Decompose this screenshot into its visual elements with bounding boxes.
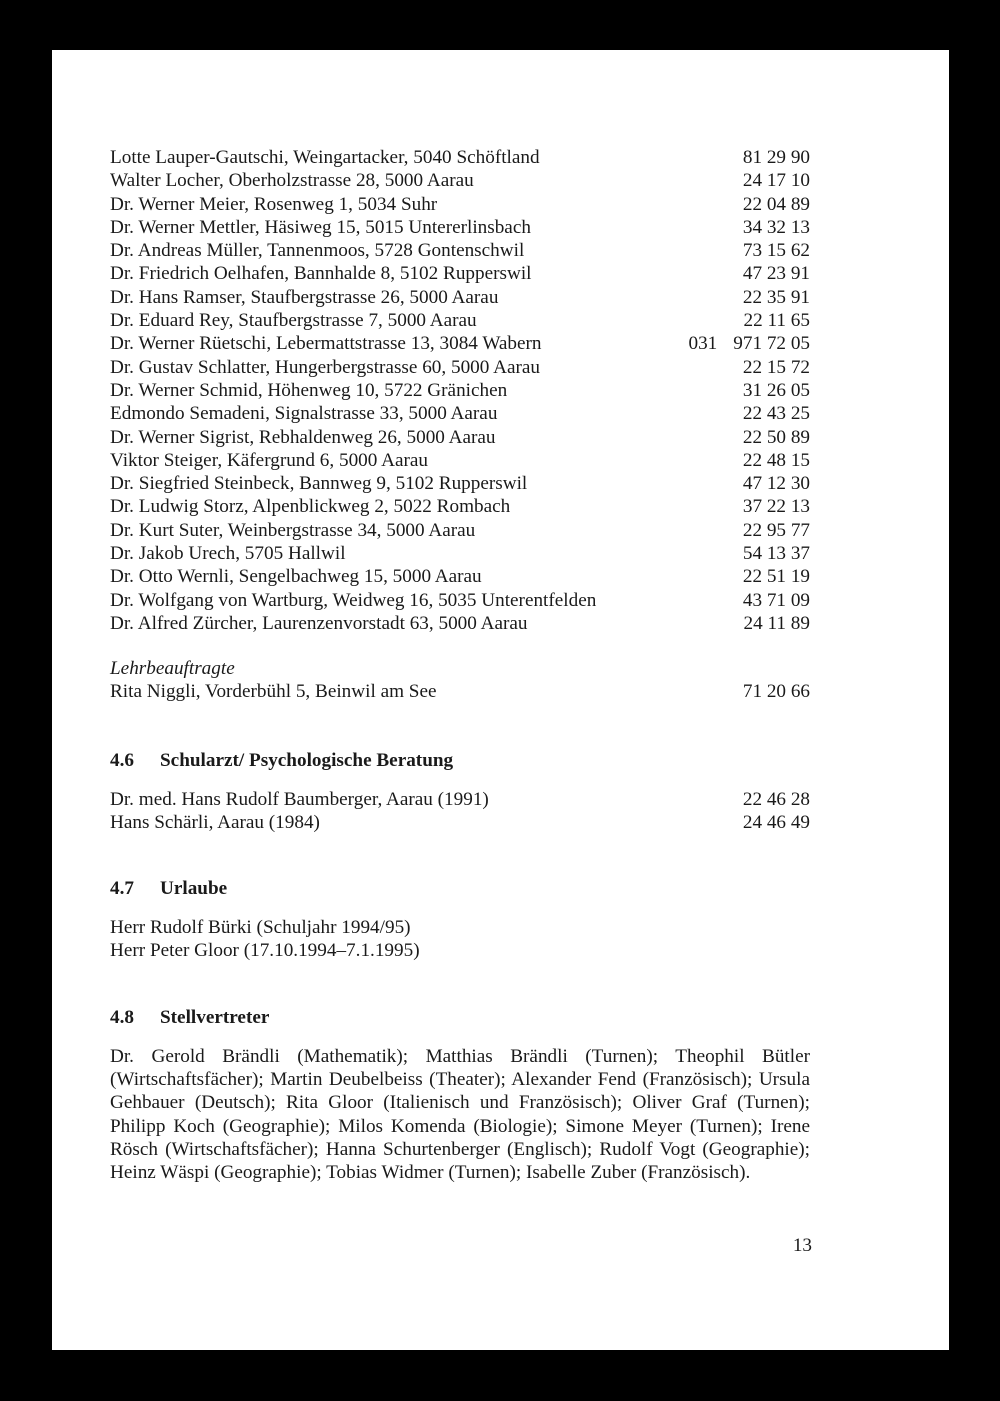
list-item [110, 788, 810, 811]
contact-phone: 031 971 72 05 [688, 333, 810, 355]
contact-phone: 47 23 91 [742, 263, 810, 285]
leave-entry: Herr Peter Gloor (17.10.1994–7.1.1995) [110, 940, 420, 962]
substitutes-paragraph: Dr. Gerold Brändli (Mathematik); Matthias Brändli (Turnen); Theophil Bütler (Wirtschaftsfächer); Martin Deubelbeiss (Theater); Alexander Fend (Französisch); Ursula Gehbauer (Deutsch); Rita Gloor (Italienisch und Französisch); Oliver Graf (Turnen); Philipp Koch (Geographie); Milos Komenda (Biologie); Simone Meyer (Turnen); Irene Rösch (Wirtschaftsfächer); Hanna Schurtenberger (Englisch); Rudolf Vogt (Geographie); Heinz Wäspi (Geographie); Tobias Widmer (Turnen); Isabelle Zuber (Französisch). [110, 1045, 810, 1184]
list-item [110, 542, 810, 565]
contact-phone: 22 43 25 [742, 403, 810, 425]
contact-name: Dr. Werner Meier, Rosenweg 1, 5034 Suhr [110, 193, 438, 215]
list-item [110, 286, 810, 309]
list-item [110, 146, 810, 169]
section-number: 4.7 [110, 878, 134, 900]
contact-name: Dr. Andreas Müller, Tannenmoos, 5728 Gontenschwil [110, 240, 525, 262]
contact-phone: 24 17 10 [742, 170, 810, 192]
contact-name: Dr. Hans Ramser, Staufbergstrasse 26, 5000 Aarau [110, 286, 499, 308]
section-title: Urlaube [160, 878, 228, 900]
contact-name: Dr. Werner Rüetschi, Lebermattstrasse 13, 3084 Wabern [110, 333, 542, 355]
list-item [110, 519, 810, 542]
contact-name: Dr. Siegfried Steinbeck, Bannweg 9, 5102 Rupperswil [110, 473, 528, 495]
contact-name: Lotte Lauper-Gautschi, Weingartacker, 5040 Schöftland [110, 147, 540, 168]
contact-phone: 22 50 89 [742, 426, 810, 448]
section-heading [110, 876, 810, 902]
section-heading [110, 1005, 810, 1031]
contact-phone: 22 04 89 [742, 193, 810, 215]
list-item [110, 309, 810, 332]
contact-phone: 24 11 89 [743, 612, 810, 634]
list-item [110, 811, 810, 834]
contact-name: Dr. Werner Sigrist, Rebhaldenweg 26, 5000 Aarau [110, 426, 496, 448]
contact-name: Dr. Gustav Schlatter, Hungerbergstrasse 60, 5000 Aarau [110, 356, 540, 378]
contact-name: Rita Niggli, Vorderbühl 5, Beinwil am See [110, 681, 437, 703]
section-title: Schularzt/ Psychologische Beratung [160, 749, 454, 771]
contact-name: Edmondo Semadeni, Signalstrasse 33, 5000 Aarau [110, 403, 498, 425]
contact-phone: 34 32 13 [742, 216, 810, 238]
list-item [110, 426, 810, 449]
contact-name: Dr. Werner Schmid, Höhenweg 10, 5722 Gränichen [110, 379, 508, 401]
list-item [110, 402, 810, 425]
list-item [110, 332, 810, 355]
section-title: Stellvertreter [160, 1006, 270, 1028]
list-item [110, 169, 810, 192]
contact-phone: 37 22 13 [742, 496, 810, 518]
contact-name: Dr. Wolfgang von Wartburg, Weidweg 16, 5035 Unterentfelden [110, 589, 597, 611]
list-item [110, 239, 810, 262]
contact-name: Walter Locher, Oberholzstrasse 28, 5000 Aarau [110, 170, 474, 192]
contact-name: Dr. Ludwig Storz, Alpenblickweg 2, 5022 Rombach [110, 496, 511, 518]
list-item [110, 495, 810, 518]
contact-name: Dr. Otto Wernli, Sengelbachweg 15, 5000 Aarau [110, 566, 482, 588]
contact-name: Dr. Eduard Rey, Staufbergstrasse 7, 5000 Aarau [110, 310, 477, 332]
list-item [110, 680, 810, 703]
contact-phone: 43 71 09 [742, 589, 810, 611]
contact-name: Dr. Werner Mettler, Häsiweg 15, 5015 Untererlinsbach [110, 216, 531, 238]
leave-entry: Herr Rudolf Bürki (Schuljahr 1994/95) [110, 917, 411, 939]
contact-phone: 31 26 05 [742, 379, 810, 401]
list-item [110, 379, 810, 402]
lehrbeauftragte-heading: Lehrbeauftragte [110, 658, 235, 680]
list-item [110, 472, 810, 495]
contact-phone: 24 46 49 [742, 811, 810, 833]
contact-phone: 22 15 72 [742, 356, 810, 378]
contact-phone: 71 20 66 [742, 681, 810, 703]
contact-phone: 22 48 15 [742, 449, 810, 471]
contact-name: Dr. Kurt Suter, Weinbergstrasse 34, 5000 Aarau [110, 519, 476, 541]
contact-name: Dr. med. Hans Rudolf Baumberger, Aarau (1991) [110, 788, 489, 810]
contact-phone: 22 95 77 [742, 519, 810, 541]
contact-name: Hans Schärli, Aarau (1984) [110, 811, 320, 833]
contact-phone: 54 13 37 [742, 543, 810, 565]
contact-phone: 73 15 62 [742, 240, 810, 262]
document-page [52, 50, 949, 1350]
contact-phone: 22 11 65 [743, 310, 810, 332]
list-item [110, 193, 810, 216]
contact-name: Dr. Friedrich Oelhafen, Bannhalde 8, 5102 Rupperswil [110, 263, 532, 285]
contact-name: Viktor Steiger, Käfergrund 6, 5000 Aarau [110, 449, 428, 471]
section-number: 4.6 [110, 749, 134, 771]
page-number: 13 [792, 1235, 812, 1256]
contact-list [110, 146, 810, 635]
list-item [110, 216, 810, 239]
contact-name: Dr. Alfred Zürcher, Laurenzenvorstadt 63, 5000 Aarau [110, 612, 528, 634]
contact-phone: 22 51 19 [742, 566, 810, 588]
contact-name: Dr. Jakob Urech, 5705 Hallwil [110, 543, 346, 565]
contact-phone: 81 29 90 [742, 147, 810, 168]
section-heading [110, 748, 810, 774]
section-number: 4.8 [110, 1006, 134, 1028]
contact-phone: 47 12 30 [742, 473, 810, 495]
page-content [110, 146, 810, 1185]
list-item [110, 612, 810, 635]
list-item [110, 565, 810, 588]
area-code: 031 [688, 333, 718, 355]
list-item [110, 449, 810, 472]
list-item [110, 589, 810, 612]
contact-phone: 22 46 28 [742, 788, 810, 810]
list-item [110, 262, 810, 285]
list-item [110, 356, 810, 379]
contact-phone: 22 35 91 [742, 286, 810, 308]
